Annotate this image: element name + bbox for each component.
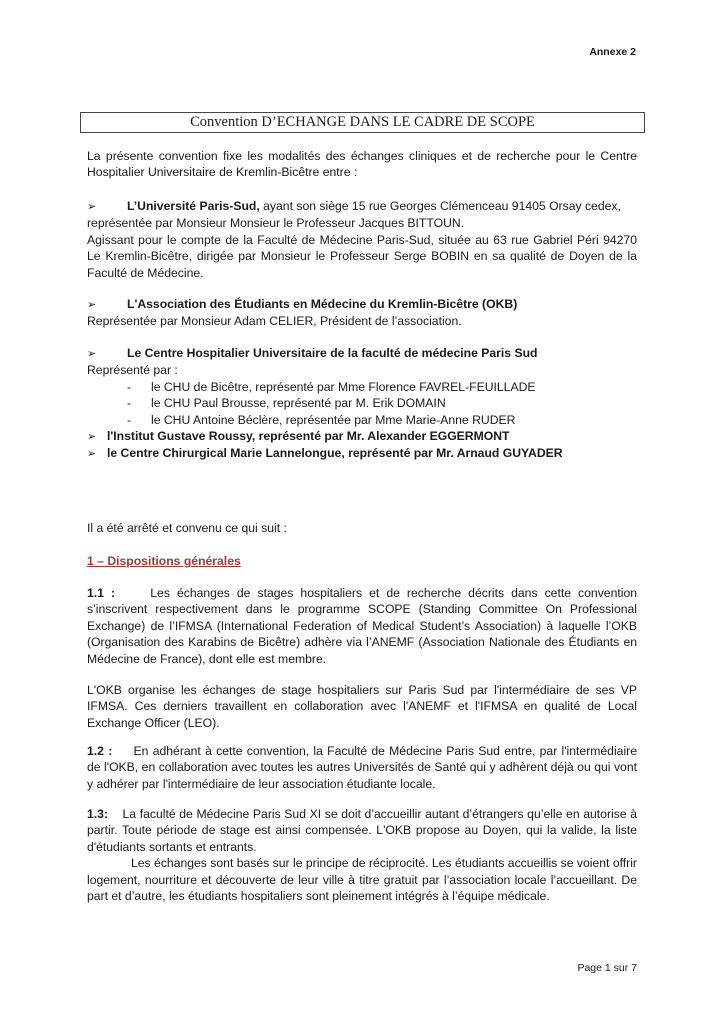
intro-paragraph: La présente convention fixe les modalités des échanges cliniques et de recherche pour le Centre Hospitalier Universitaire de Kremlin-Bicêtre entre : (87, 149, 637, 180)
party-representative: Représenté par : (87, 363, 178, 378)
party-okb (87, 296, 637, 330)
article-1-3 (87, 806, 637, 904)
arrow-bullet-icon: ➢ (87, 448, 97, 461)
article-text: La faculté de Médecine Paris Sud XI se doit d’accueillir autant d’étrangers qu’elle en autorise à partir. Toute période de stage est ainsi compensée. L'OKB propose au Doyen, qui la valide, la liste d'étudiants sortants et entrants. (87, 807, 637, 854)
list-item: - le CHU Antoine Béclère, représentée par Mme Marie-Anne RUDER (127, 412, 516, 427)
party-representative: Représentée par Monsieur Adam CELIER, Président de l’association. (87, 314, 462, 329)
party-faculty-info: Agissant pour le compte de la Faculté de Médecine Paris-Sud, située au 63 rue Gabriel Péri 94270 Le Kremlin-Bicêtre, dirigée par Monsieur le Professeur Serge BOBIN en sa qualité de Doyen de la Faculté de Médecine. (87, 232, 637, 280)
list-item: - le CHU de Bicêtre, représenté par Mme Florence FAVREL-FEUILLADE (127, 379, 536, 394)
article-1-2 (87, 743, 637, 792)
list-item: - le CHU Paul Brousse, représenté par M. Erik DOMAIN (127, 396, 446, 411)
article-number: 1.3: (87, 807, 109, 821)
agreed-line: Il a été arrêté et convenu ce qui suit : (87, 521, 287, 535)
arrow-bullet-icon: ➢ (87, 299, 97, 311)
party-chu (87, 345, 637, 463)
arrow-bullet-icon: ➢ (87, 431, 97, 444)
article-number: 1.2 : (87, 744, 113, 758)
article-1-1 (87, 585, 637, 667)
section-heading: 1 – Dispositions générales (87, 554, 241, 568)
page-number: Page 1 sur 7 (577, 961, 637, 974)
party-name: Le Centre Hospitalier Universitaire de la faculté de médecine Paris Sud (127, 346, 538, 360)
party-lannelongue: le Centre Chirurgical Marie Lannelongue, représenté par Mr. Arnaud GUYADER (107, 446, 563, 461)
article-text-2: Les échanges sont basés sur le principe de réciprocité. Les étudiants accueillis se voient offrir logement, nourriture et découverte de leur ville à titre gratuit par l’association locale l’accueillant. De part et d’autre, les étudiants hospitaliers sont pleinement intégrés à l’équipe médicale. (87, 856, 637, 904)
document-title: Convention D’ECHANGE DANS LE CADRE DE SCOPE (80, 112, 645, 133)
party-representative: représentée par Monsieur Monsieur le Professeur Jacques BITTOUN. (87, 216, 465, 231)
article-text: Les échanges de stages hospitaliers et de recherche décrits dans cette convention s’inscrivent respectivement dans le programme SCOPE (Standing Committee On Professional Exchange) de l’IFMSA (International Federation of Medical Student’s Association) à laquelle l’OKB (Organisation des Karabins de Bicêtre) adhère via l’ANEMF (Association Nationale des Étudiants en Médecine de France), dont elle est membre. (87, 586, 637, 666)
party-name: L'Association des Étudiants en Médecine du Kremlin-Bicêtre (OKB) (127, 297, 518, 311)
arrow-bullet-icon: ➢ (87, 348, 97, 360)
party-universite (87, 198, 637, 281)
article-number: 1.1 : (87, 586, 116, 600)
okb-paragraph: L'OKB organise les échanges de stage hospitaliers sur Paris Sud par l'intermédiaire de ses VP IFMSA. Ces derniers travaillent en collaboration avec l'ANEMF et l'IFMSA en qualité de Local Exchange Officer (LEO). (87, 683, 637, 730)
arrow-bullet-icon: ➢ (87, 201, 97, 213)
party-name: L’Université Paris-Sud, (127, 199, 260, 213)
party-igr: l'Institut Gustave Roussy, représenté par Mr. Alexander EGGERMONT (107, 429, 510, 444)
article-text: En adhérant à cette convention, la Faculté de Médecine Paris Sud entre, par l'intermédiaire de l'OKB, en collaboration avec toutes les autres Universités de Santé qui y adhèrent déjà ou qui vont y adhérer par l'intermédiaire de leur association étudiante locale. (87, 744, 637, 791)
annex-label: Annexe 2 (589, 46, 636, 58)
party-address: ayant son siège 15 rue Georges Clémenceau 91405 Orsay cedex, (259, 199, 621, 213)
